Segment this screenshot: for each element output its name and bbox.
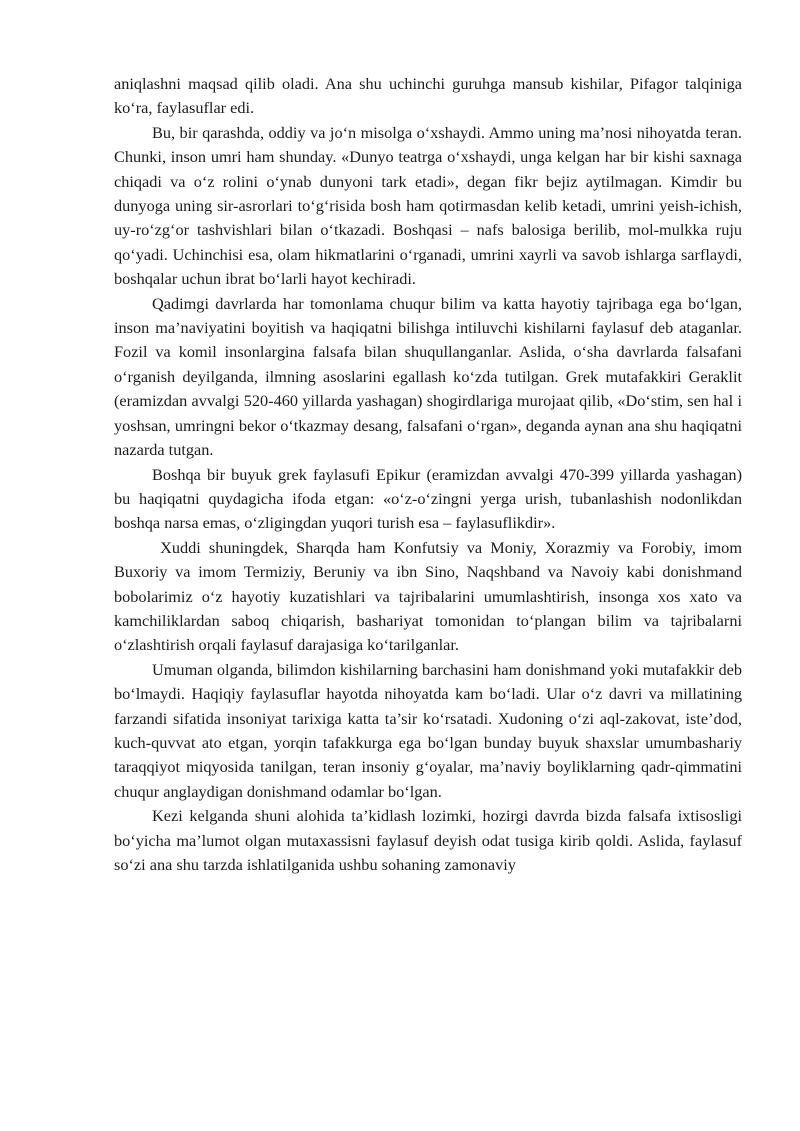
paragraph-4: Boshqa bir buyuk grek faylasufi Epikur (eramizdan avvalgi 470-399 yillarda yashagan) bu haqiqatni quydagicha ifoda etgan: «o‘z-o‘zingni yerga urish, tubanlashish nodonlikdan boshqa narsa emas, o‘zligingdan yuqori turish esa – faylasuflikdir». <box>114 464 742 533</box>
paragraph-1: aniqlashni maqsad qilib oladi. Ana shu uchinchi guruhga mansub kishilar, Pifagor talqiniga ko‘ra, faylasuflar edi. <box>114 74 742 118</box>
paragraph-5: Xuddi shuningdek, Sharqda ham Konfutsiy va Moniy, Xorazmiy va Forobiy, imom Buxoriy va imom Termiziy, Beruniy va ibn Sino, Naqshband va Navoiy kabi donishmand bobolarimiz o‘z hayotiy kuzatishlari va tajribalarini umumlashtirish, insonga xos xato va kamchiliklardan saboq chiqarish, bashariyat tomonidan to‘plangan bilim va tajribalarni o‘zlashtirish orqali faylasuf darajasiga ko‘tarilganlar. <box>114 537 747 655</box>
paragraph-3: Qadimgi davrlarda har tomonlama chuqur bilim va katta hayotiy tajribaga ega bo‘lgan, inson ma’naviyatini boyitish va haqiqatni bilishga intiluvchi kishilarni faylasuf deb ataganlar. Fozil va komil insonlargina falsafa bilan shuqullanganlar. Aslida, o‘sha davrlarda falsafani o‘rganish deyilganda, ilmning asoslarini egallash ko‘zda tutilgan. Grek mutafakkiri Geraklit (eramizdan avvalgi 520-460 yillarda yashagan) shogirdlariga murojaat qilib, «Do‘stim, sen hal i yoshsan, umringni bekor o‘tkazmay desang, falsafani o‘rgan», deganda aynan ana shu haqiqatni nazarda tutgan. <box>114 293 742 460</box>
document-page <box>114 72 747 877</box>
paragraph-7: Kezi kelganda shuni alohida ta’kidlash lozimki, hozirgi davrda bizda falsafa ixtisosligi bo‘yicha ma’lumot olgan mutaxassisni faylasuf deyish odat tusiga kirib qoldi. Aslida, faylasuf so‘zi ana shu tarzda ishlatilganida ushbu sohaning zamonaviy <box>114 806 742 874</box>
paragraph-2: Bu, bir qarashda, oddiy va jo‘n misolga o‘xshaydi. Ammo uning ma’nosi nihoyatda teran. Chunki, inson umri ham shunday. «Dunyo teatrga o‘xshaydi, unga kelgan har bir kishi saxnaga chiqadi va o‘z rolini o‘ynab dunyoni tark etadi», degan fikr bejiz aytilmagan. Kimdir bu dunyoga uning sir-asrorlari to‘g‘risida bosh ham qotirmasdan kelib ketadi, umrini yeish-ichish, uy-ro‘zg‘or tashvishlari bilan o‘tkazadi. Boshqasi – nafs balosiga berilib, mol-mulkka ruju qo‘yadi. Uchinchisi esa, olam hikmatlarini o‘rganadi, umrini xayrli va savob ishlarga sarflaydi, boshqalar uchun ibrat bo‘larli hayot kechiradi. <box>114 122 742 289</box>
paragraph-6: Umuman olganda, bilimdon kishilarning barchasini ham donishmand yoki mutafakkir deb bo‘lmaydi. Haqiqiy faylasuflar hayotda nihoyatda kam bo‘ladi. Ular o‘z davri va millatining farzandi sifatida insoniyat tarixiga katta ta’sir ko‘rsatadi. Xudoning o‘zi aql-zakovat, iste’dod, kuch-quvvat ato etgan, yorqin tafakkurga ega bo‘lgan bunday buyuk shaxslar umumbashariy taraqqiyot miqyosida tanilgan, teran insoniy g‘oyalar, ma’naviy boyliklarning qadr-qimmatini chuqur anglaydigan donishmand odamlar bo‘lgan. <box>114 659 742 801</box>
